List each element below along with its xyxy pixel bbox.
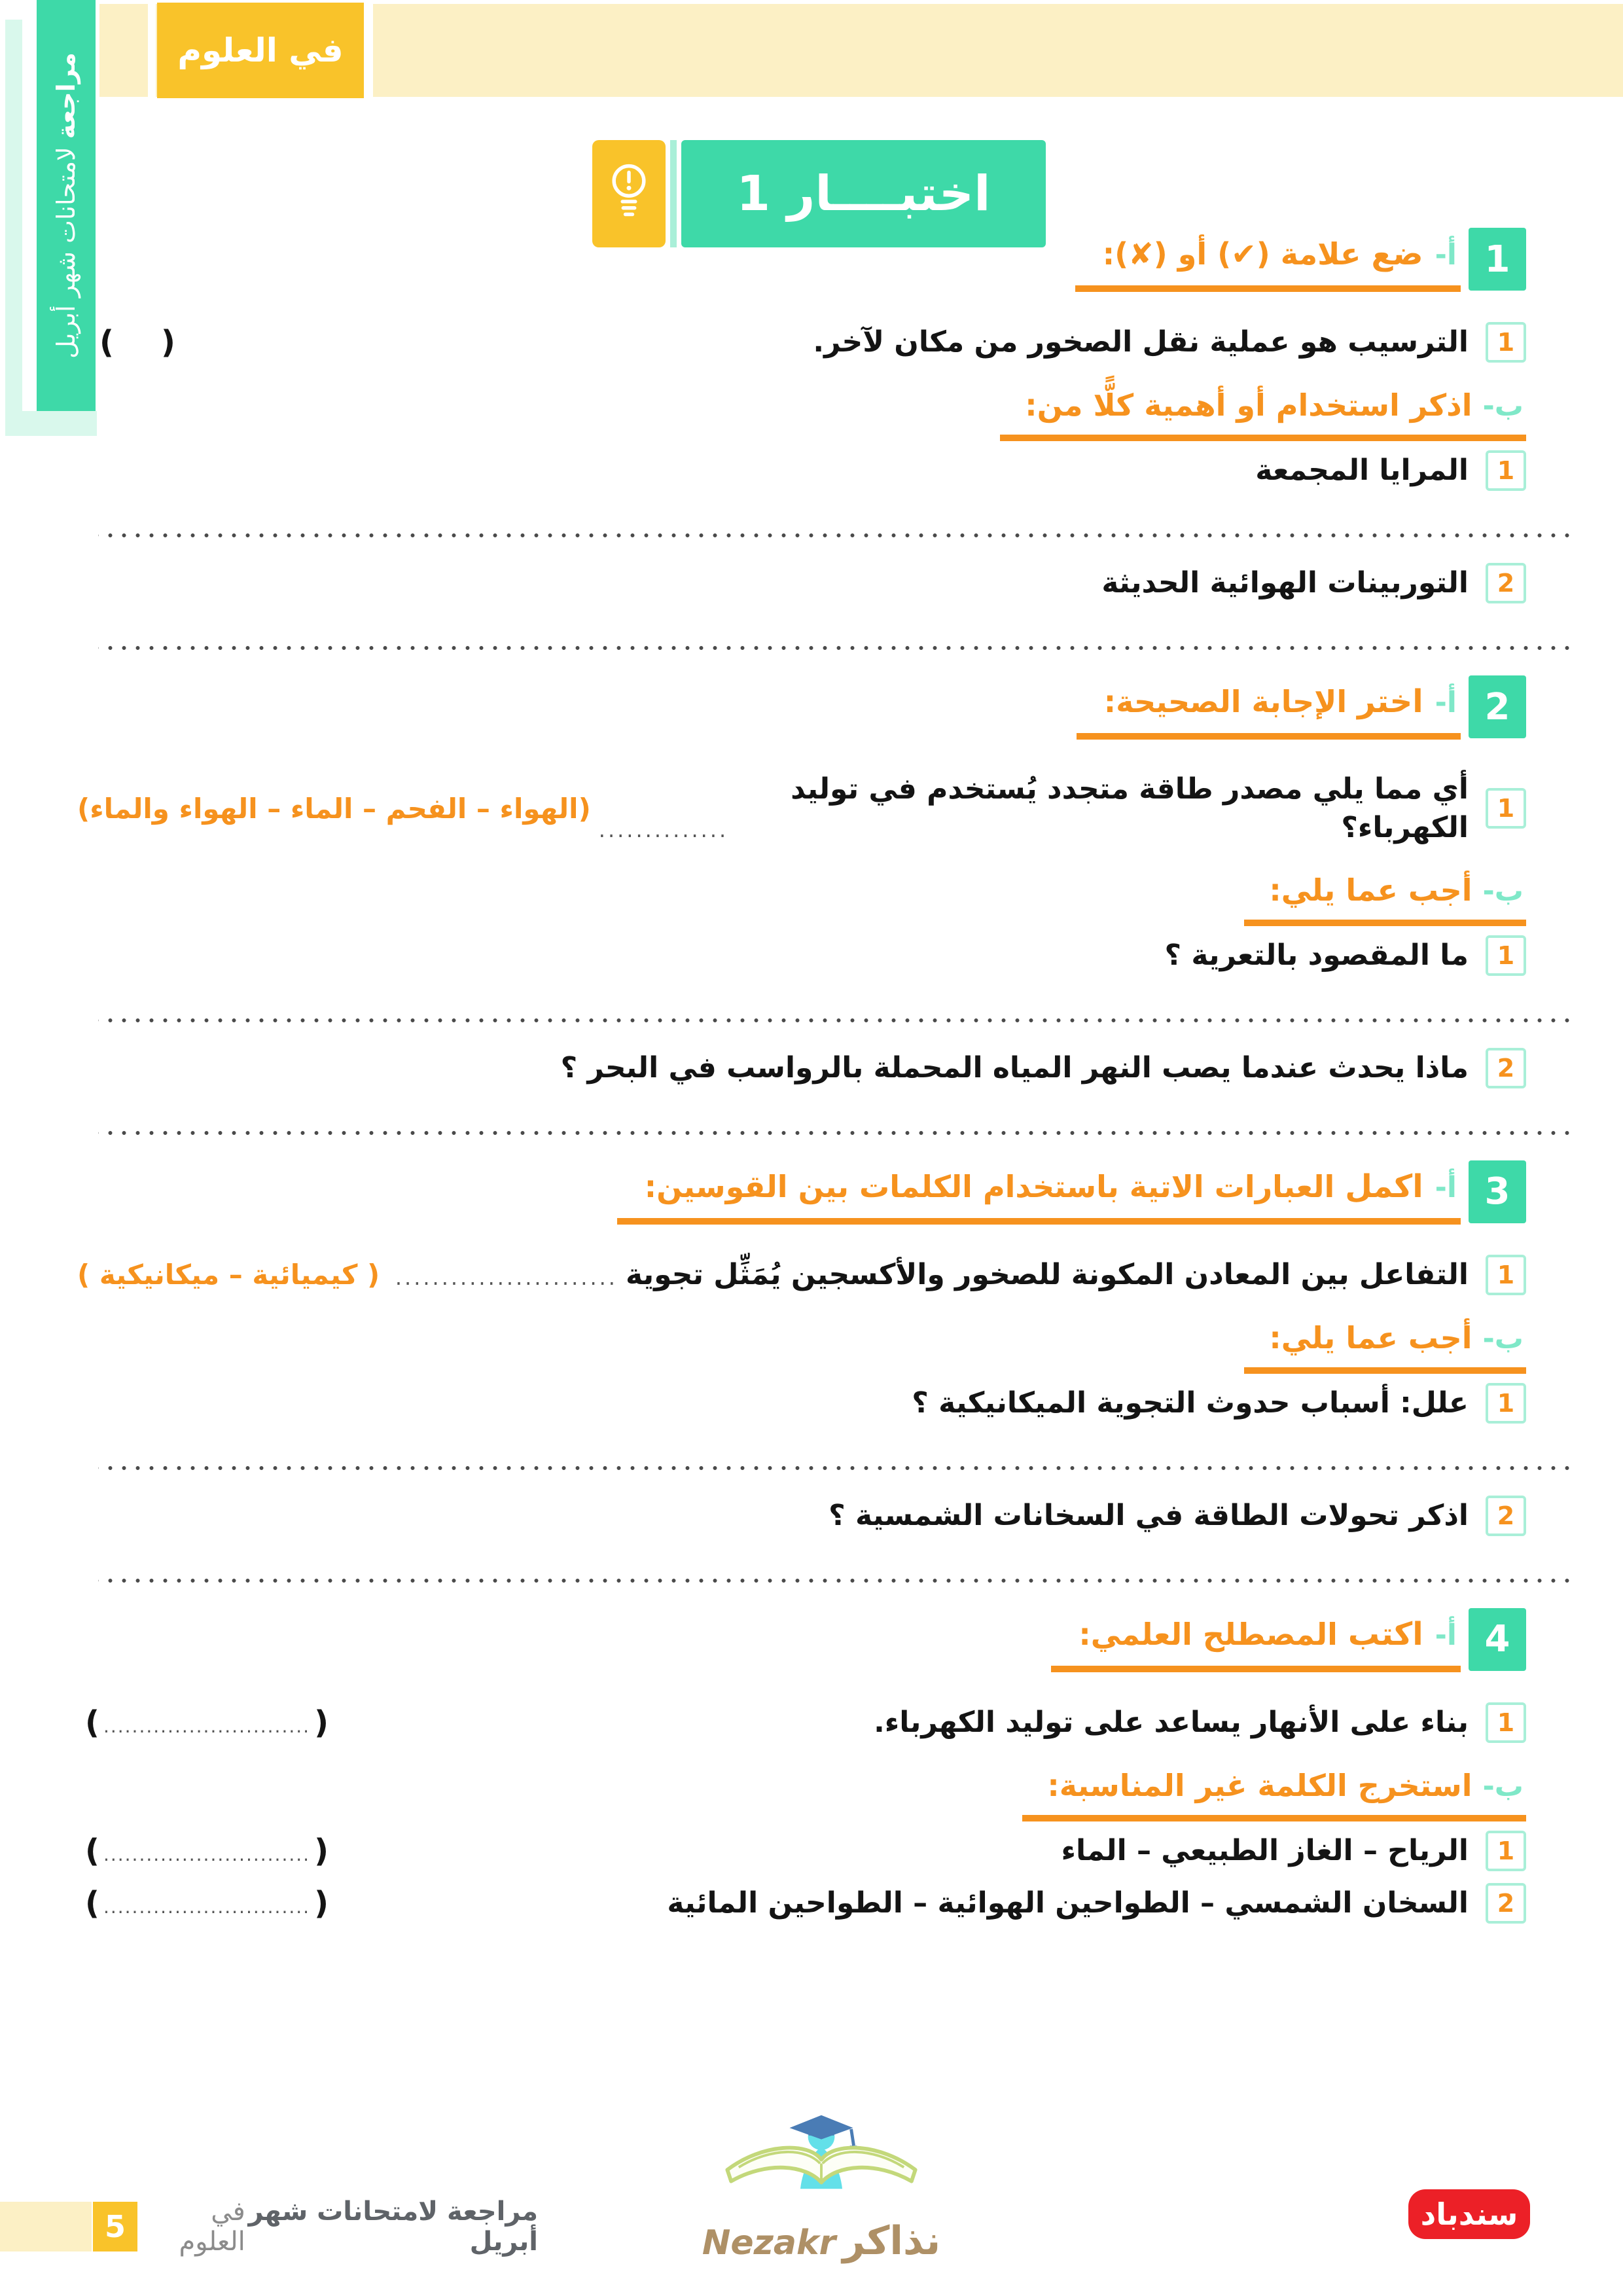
q2-a-item-1 <box>46 770 1526 848</box>
answer-bracket <box>85 1704 329 1741</box>
bracket-dots: ............................. <box>103 1715 311 1738</box>
item-text: المرايا المجمعة <box>1255 454 1469 488</box>
item-number-box: 2 <box>1486 1883 1526 1924</box>
q2-b-item-2 <box>46 1048 1526 1088</box>
part-a-verb: اكتب <box>1347 1615 1423 1653</box>
item-text: أي مما يلي مصدر طاقة متجدد يُستخدم في توليد الكهرباء؟ <box>791 772 1469 845</box>
q3-b-item-2 <box>46 1496 1526 1536</box>
item-number-box: 1 <box>1486 450 1526 491</box>
side-banner-bold-word: مراجعة <box>52 52 80 139</box>
question-section-2 <box>46 675 1526 1137</box>
question-number-badge: 3 <box>1469 1160 1526 1223</box>
footer-review-text <box>158 2197 538 2257</box>
item-number-box: 1 <box>1486 1383 1526 1424</box>
q3-a-item-1 <box>46 1255 1526 1295</box>
part-b-letter: ب- <box>1482 389 1524 423</box>
q1-a-item-1 <box>46 322 1526 363</box>
q1-part-b-header <box>46 387 1526 441</box>
subject-tab: في العلوم <box>157 3 364 98</box>
item-text: الرياح – الغاز الطبيعي – الماء <box>1061 1834 1469 1868</box>
nezakr-logo-icon <box>717 2109 926 2217</box>
q4-b-item-1 <box>46 1831 1526 1871</box>
part-b-title: أجب عما يلي: <box>1269 872 1472 908</box>
q2-part-b-header <box>46 872 1526 926</box>
answer-dotted-line <box>98 1464 1574 1472</box>
item-number-box: 1 <box>1486 935 1526 976</box>
inline-answer-dots: ........................ <box>395 1265 618 1290</box>
q4-a-item-1 <box>46 1702 1526 1743</box>
item-number-box: 1 <box>1486 1702 1526 1743</box>
nezakr-arabic: نذاكر <box>842 2218 941 2264</box>
footer-review-rest: في العلوم <box>179 2197 245 2257</box>
part-a-title <box>1104 683 1423 720</box>
q4-b-item-2 <box>46 1883 1526 1924</box>
footer-cream-bar <box>0 2202 92 2251</box>
q3-part-a-header <box>46 1160 1526 1225</box>
bracket-open: ( <box>314 1704 329 1741</box>
answer-dotted-line <box>98 531 1574 539</box>
part-a-verb: اختر <box>1357 683 1423 720</box>
answer-bracket <box>99 324 175 361</box>
q3-part-b-underline <box>1244 1320 1526 1374</box>
bracket-close: ) <box>99 324 114 361</box>
q3-part-a-underline <box>617 1160 1461 1225</box>
nezakr-latin: Nezakr <box>702 2223 836 2263</box>
questions-content <box>46 228 1526 1935</box>
part-a-title <box>645 1168 1423 1205</box>
item-number-box: 2 <box>1486 563 1526 603</box>
item-text: اذكر تحولات الطاقة في السخانات الشمسية ؟ <box>829 1499 1469 1533</box>
question-number-badge: 2 <box>1469 675 1526 738</box>
part-b-letter: ب- <box>1482 1321 1524 1355</box>
footer-review-bold: مراجعة لامتحانات شهر أبريل <box>248 2197 538 2257</box>
q2-part-a-underline <box>1077 675 1461 740</box>
q4-part-b-header <box>46 1768 1526 1821</box>
part-b-title: اذكر استخدام أو أهمية كلًّا من: <box>1025 387 1472 423</box>
sindbad-publisher-badge: سندباد <box>1408 2189 1530 2239</box>
q4-part-a-underline <box>1051 1608 1461 1672</box>
mcq-choices: (الهواء – الفحم – الماء – الهواء والماء) <box>77 792 591 825</box>
part-a-title <box>1103 236 1423 272</box>
part-a-rest: الإجابة الصحيحة: <box>1103 684 1358 719</box>
bracket-dots: ............................. <box>103 1844 311 1866</box>
bracket-dots: ............................. <box>103 1896 311 1918</box>
item-number-box: 1 <box>1486 788 1526 829</box>
item-number-box: 2 <box>1486 1048 1526 1088</box>
item-text: السخان الشمسي – الطواحين الهوائية – الطواحين المائية <box>667 1886 1469 1920</box>
q3-part-b-header <box>46 1320 1526 1374</box>
q4-part-b-underline <box>1022 1768 1526 1821</box>
q1-part-a-header <box>46 228 1526 292</box>
part-a-verb: ضع <box>1371 236 1423 272</box>
bracket-close: ) <box>85 1884 99 1922</box>
part-b-letter: ب- <box>1482 874 1524 908</box>
q1-b-item-1 <box>46 450 1526 491</box>
question-number-badge: 1 <box>1469 228 1526 291</box>
band-gap <box>148 4 156 97</box>
q3-b-item-1 <box>46 1383 1526 1424</box>
item-text: ما المقصود بالتعرية ؟ <box>1164 939 1469 973</box>
nezakr-logo <box>702 2109 941 2295</box>
q1-part-b-underline <box>1000 387 1526 441</box>
part-b-title: أجب عما يلي: <box>1269 1319 1472 1355</box>
item-text: ماذا يحدث عندما يصب النهر المياه المحملة بالرواسب في البحر ؟ <box>560 1051 1469 1085</box>
answer-bracket <box>85 1833 329 1869</box>
bracket-close: ) <box>85 1704 99 1741</box>
bracket-open: ( <box>314 1832 329 1869</box>
q1-part-a-underline <box>1075 228 1461 292</box>
item-number-box: 2 <box>1486 1496 1526 1536</box>
item-text: التفاعل بين المعادن المكونة للصخور والأكسجين يُمَثِّل تجوية <box>625 1258 1469 1292</box>
part-a-letter: أ- <box>1435 1170 1457 1204</box>
bracket-open: ( <box>160 324 175 361</box>
question-section-1 <box>46 228 1526 652</box>
part-a-rest: العبارات الاتية باستخدام الكلمات بين القوسين: <box>644 1168 1346 1204</box>
item-number-box: 1 <box>1486 322 1526 363</box>
q2-part-b-underline <box>1244 872 1526 926</box>
side-banner-shadow <box>5 20 22 436</box>
part-a-letter: أ- <box>1435 686 1457 719</box>
top-band <box>99 4 1623 97</box>
page-number: 5 <box>93 2202 137 2251</box>
part-a-rest: علامة (✔) أو (✘): <box>1102 236 1372 272</box>
answer-dotted-line <box>98 1577 1574 1585</box>
part-a-letter: أ- <box>1435 1618 1457 1652</box>
bracket-close: ) <box>85 1832 99 1869</box>
band-gap <box>364 4 373 99</box>
q1-b-item-2 <box>46 563 1526 603</box>
item-number-box: 1 <box>1486 1255 1526 1295</box>
part-a-verb: اكمل <box>1345 1168 1423 1205</box>
q4-part-a-header <box>46 1608 1526 1672</box>
item-text: بناء على الأنهار يساعد على توليد الكهرباء. <box>874 1706 1469 1740</box>
mcq-choices: ( كيميائية – ميكانيكية ) <box>77 1259 380 1291</box>
inline-answer-dots: .............. <box>598 817 729 842</box>
question-number-badge: 4 <box>1469 1608 1526 1671</box>
part-a-rest: المصطلح العلمي: <box>1079 1616 1348 1652</box>
answer-dotted-line <box>98 1129 1574 1137</box>
lightbulb-icon <box>607 161 651 226</box>
q2-part-a-header <box>46 675 1526 740</box>
answer-dotted-line <box>98 644 1574 652</box>
question-section-4 <box>46 1608 1526 1924</box>
part-b-letter: ب- <box>1482 1769 1524 1803</box>
answer-bracket <box>85 1885 329 1922</box>
test-title-badge: اختبــــار 1 <box>681 140 1046 247</box>
nezakr-logo-text <box>702 2218 940 2264</box>
item-text: الترسيب هو عملية نقل الصخور من مكان لآخر. <box>813 325 1469 359</box>
question-section-3 <box>46 1160 1526 1585</box>
part-a-letter: أ- <box>1435 238 1457 272</box>
bracket-open: ( <box>314 1884 329 1922</box>
item-text: التوربينات الهوائية الحديثة <box>1101 566 1469 600</box>
item-text: علل: أسباب حدوث التجوية الميكانيكية ؟ <box>912 1386 1469 1420</box>
part-a-title <box>1079 1616 1423 1653</box>
side-banner-rest: لامتحانات شهر أبريل <box>52 139 80 359</box>
q2-b-item-1 <box>46 935 1526 976</box>
item-number-box: 1 <box>1486 1831 1526 1871</box>
part-b-title: استخرج الكلمة غير المناسبة: <box>1047 1767 1472 1803</box>
answer-dotted-line <box>98 1016 1574 1024</box>
